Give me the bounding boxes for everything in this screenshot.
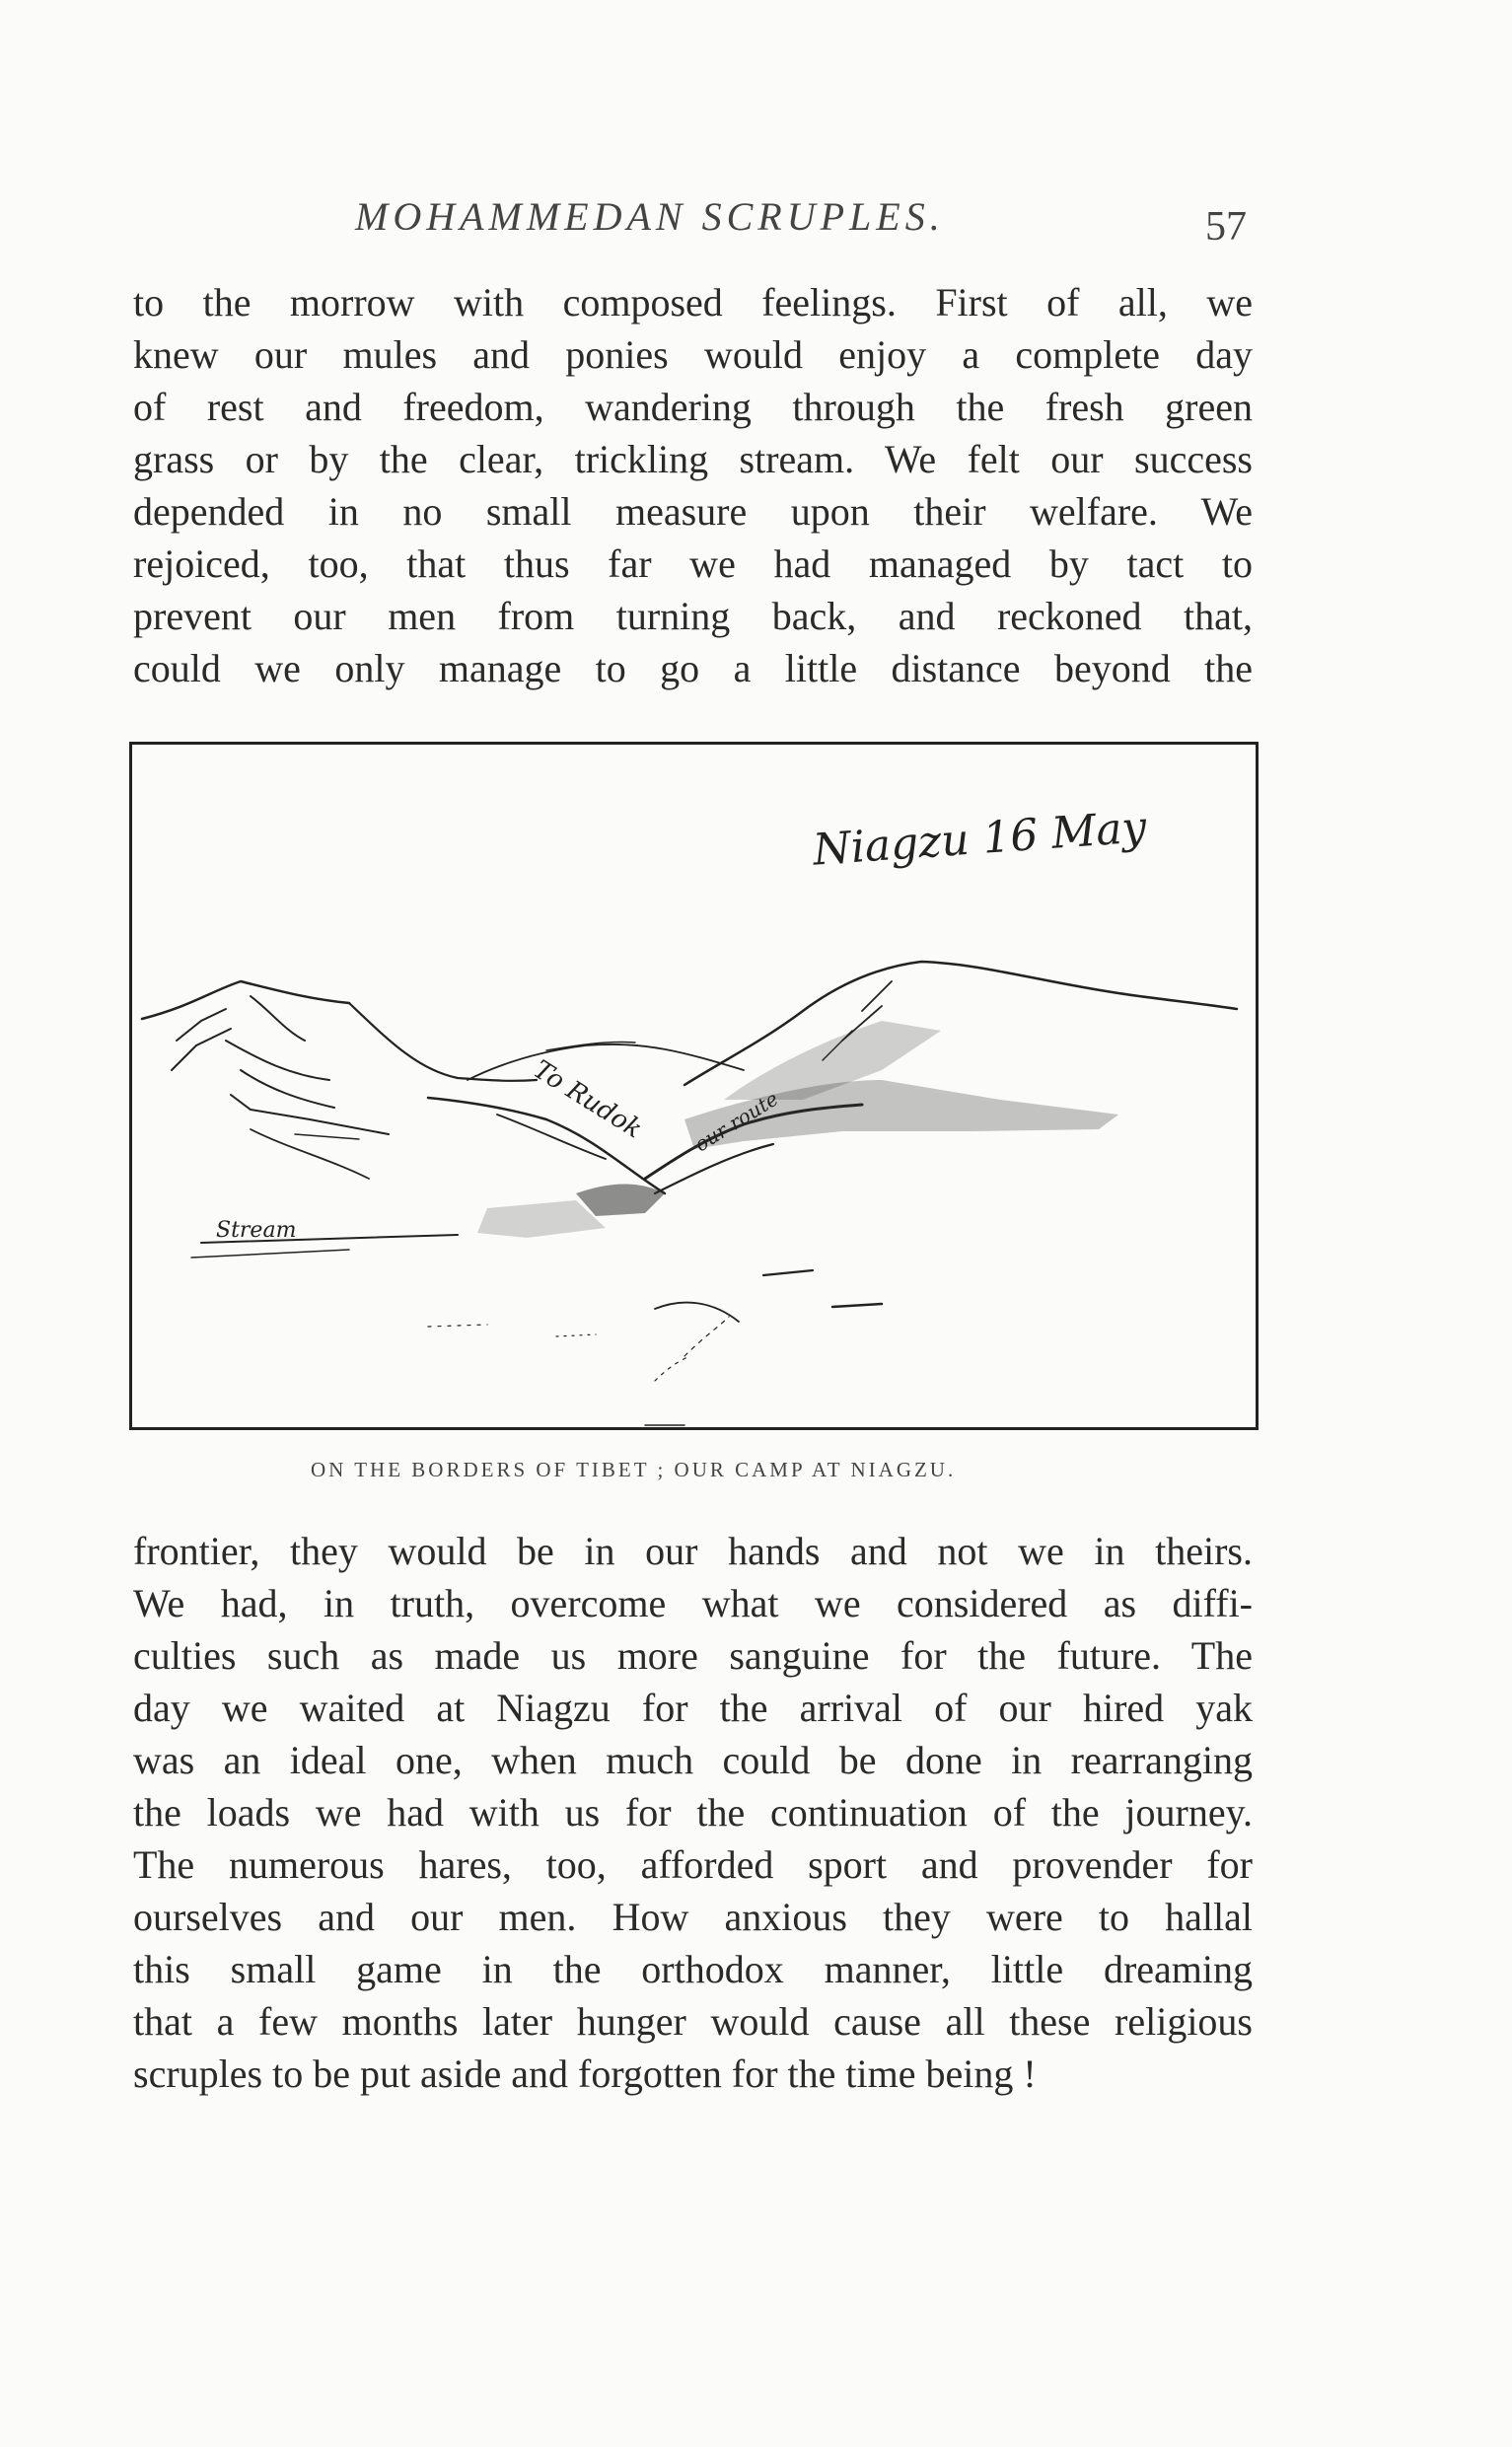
page-number: 57 <box>1205 204 1247 250</box>
text-line-last: scruples to be put aside and forgotten for the time being ! <box>133 2051 1037 2096</box>
text-line: frontier, they would be in our hands and not we in theirs. <box>133 1529 1253 1573</box>
handwritten-label-rudok: To Rudok <box>528 1054 648 1145</box>
text-line: grass or by the clear, trickling stream. We felt our success <box>133 437 1253 481</box>
handwritten-label-stream: Stream <box>216 1218 297 1243</box>
text-line: of rest and freedom, wandering through the fresh green <box>133 385 1253 429</box>
running-head: MOHAMMEDAN SCRUPLES. <box>355 194 945 239</box>
text-line: day we waited at Niagzu for the arrival of our hired yak <box>133 1686 1253 1730</box>
handwritten-title: Niagzu 16 May <box>811 802 1148 876</box>
text-line: could we only manage to go a little distance beyond the <box>133 646 1253 690</box>
text-line: this small game in the orthodox manner, little dreaming <box>133 1947 1253 1991</box>
text-line: prevent our men from turning back, and reckoned that, <box>133 594 1253 638</box>
text-line: to the morrow with composed feelings. First of all, we <box>133 280 1253 324</box>
text-line: culties such as made us more sanguine for the future. The <box>133 1633 1253 1678</box>
handwritten-label-route: our route <box>689 1086 783 1157</box>
figure-caption: ON THE BORDERS OF TIBET ; OUR CAMP AT NIAGZU. <box>311 1458 957 1481</box>
text-line: the loads we had with us for the continuation of the journey. <box>133 1790 1253 1835</box>
text-line: depended in no small measure upon their welfare. We <box>133 489 1253 534</box>
paragraph-1 <box>133 276 1253 694</box>
text-line: knew our mules and ponies would enjoy a complete day <box>133 332 1253 377</box>
text-line: rejoiced, too, that thus far we had managed by tact to <box>133 541 1253 586</box>
text-line: We had, in truth, overcome what we considered as diffi- <box>133 1581 1253 1625</box>
text-line: that a few months later hunger would cause all these religious <box>133 1999 1253 2044</box>
figure-sketch <box>129 742 1259 1430</box>
text-line: The numerous hares, too, afforded sport and provender for <box>133 1842 1253 1887</box>
text-line: was an ideal one, when much could be done in rearranging <box>133 1738 1253 1782</box>
paragraph-2 <box>133 1525 1253 2100</box>
text-line: ourselves and our men. How anxious they were to hallal <box>133 1895 1253 1939</box>
